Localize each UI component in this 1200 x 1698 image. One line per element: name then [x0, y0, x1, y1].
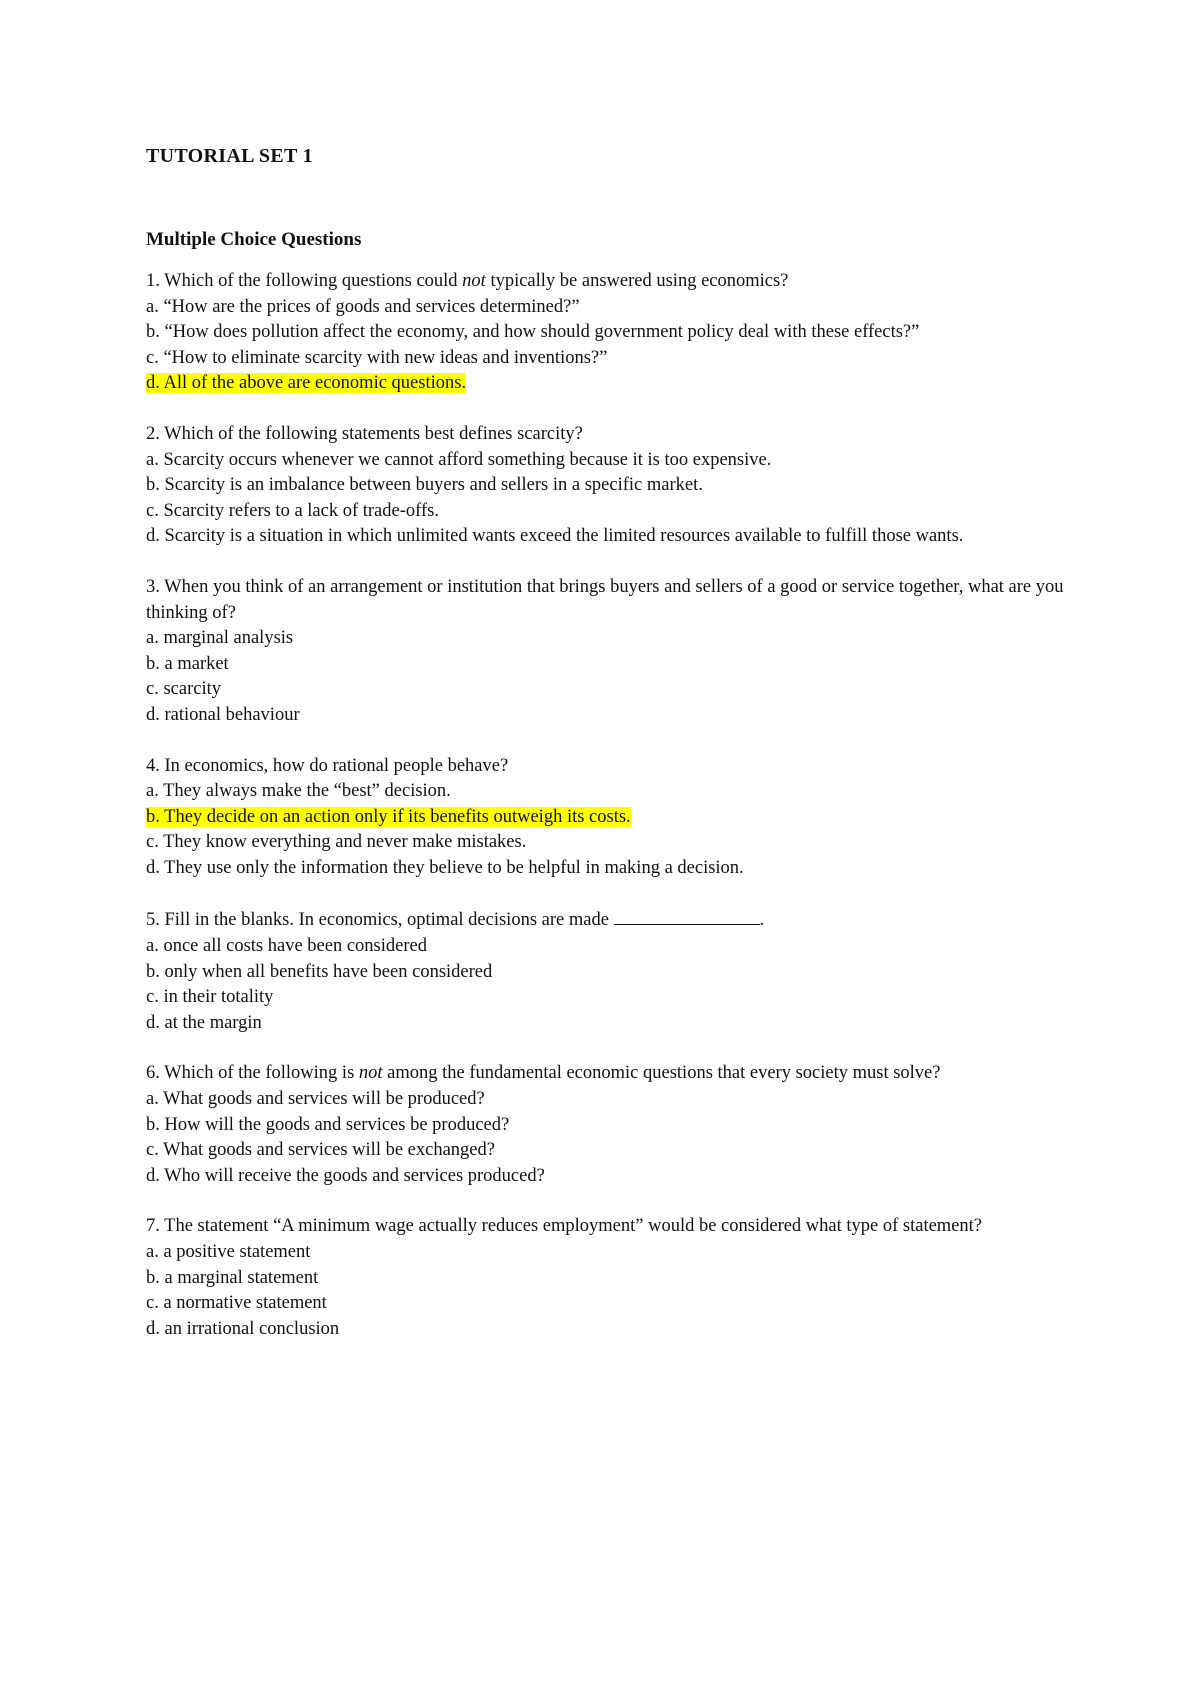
- option-a: a. marginal analysis: [146, 628, 294, 649]
- option-a: a. a positive statement: [146, 1242, 311, 1262]
- question-4: [146, 754, 1066, 882]
- question-stem: 4. In economics, how do rational people behave?: [146, 755, 509, 776]
- option-c: c. scarcity: [146, 679, 221, 700]
- option-c: c. “How to eliminate scarcity with new ideas and inventions?”: [146, 347, 608, 368]
- option-d: d. an irrational conclusion: [146, 1318, 340, 1339]
- document-page: [146, 143, 1066, 1367]
- option-c: c. a normative statement: [146, 1293, 327, 1314]
- option-a: a. What goods and services will be produced?: [146, 1089, 485, 1110]
- option-b: b. “How does pollution affect the economy, and how should government policy deal with these effects?”: [146, 322, 920, 343]
- question-6: [146, 1061, 1066, 1189]
- question-2: [146, 422, 1066, 550]
- option-b: b. How will the goods and services be produced?: [146, 1114, 510, 1135]
- option-b: b. only when all benefits have been considered: [146, 961, 493, 982]
- option-d-answer: [146, 371, 1066, 397]
- question-stem: 2. Which of the following statements best defines scarcity?: [146, 423, 583, 444]
- question-stem: 1. Which of the following questions could not typically be answered using economics?: [146, 271, 789, 291]
- question-5: [146, 906, 1066, 1036]
- option-d: d. at the margin: [146, 1012, 262, 1033]
- option-a: a. “How are the prices of goods and services determined?”: [146, 296, 580, 317]
- option-c: c. They know everything and never make mistakes.: [146, 832, 527, 853]
- option-a: a. Scarcity occurs whenever we cannot afford something because it is too expensive.: [146, 449, 772, 470]
- option-d: d. They use only the information they believe to be helpful in making a decision.: [146, 857, 744, 878]
- option-d: d. Scarcity is a situation in which unlimited wants exceed the limited resources available to fulfill those wants.: [146, 526, 964, 547]
- emphasis-word: not: [358, 1063, 383, 1084]
- option-c: c. Scarcity refers to a lack of trade-offs.: [146, 500, 439, 521]
- question-stem: 6. Which of the following is not among the fundamental economic questions that every society must solve?: [146, 1063, 941, 1084]
- option-b: b. Scarcity is an imbalance between buyers and sellers in a specific market.: [146, 475, 703, 496]
- question-stem: 5. Fill in the blanks. In economics, optimal decisions are made .: [146, 906, 1066, 934]
- answer-highlight: b. They decide on an action only if its benefits outweigh its costs.: [146, 806, 631, 827]
- option-d: d. Who will receive the goods and services produced?: [146, 1165, 545, 1186]
- fill-in-blank: [614, 906, 760, 925]
- question-7: [146, 1214, 1066, 1342]
- option-c: c. What goods and services will be exchanged?: [146, 1140, 495, 1161]
- option-b: b. a marginal statement: [146, 1267, 319, 1288]
- page-title: TUTORIAL SET 1: [146, 145, 313, 167]
- option-b: b. a market: [146, 653, 229, 674]
- option-d: d. rational behaviour: [146, 704, 300, 725]
- option-a: a. once all costs have been considered: [146, 936, 427, 957]
- option-b-answer: [146, 805, 1066, 831]
- question-stem: 7. The statement “A minimum wage actually reduces employment” would be considered what type of statement?: [146, 1216, 983, 1237]
- option-c: c. in their totality: [146, 987, 274, 1008]
- section-title: Multiple Choice Questions: [146, 229, 362, 250]
- question-1: [146, 269, 1066, 397]
- question-3: [146, 575, 1066, 729]
- option-a: a. They always make the “best” decision.: [146, 781, 451, 802]
- answer-highlight: d. All of the above are economic questions.: [146, 373, 467, 394]
- emphasis-word: not: [462, 271, 486, 291]
- question-stem: 3. When you think of an arrangement or institution that brings buyers and sellers of a good or service together, what are you thinking of?: [146, 576, 1064, 623]
